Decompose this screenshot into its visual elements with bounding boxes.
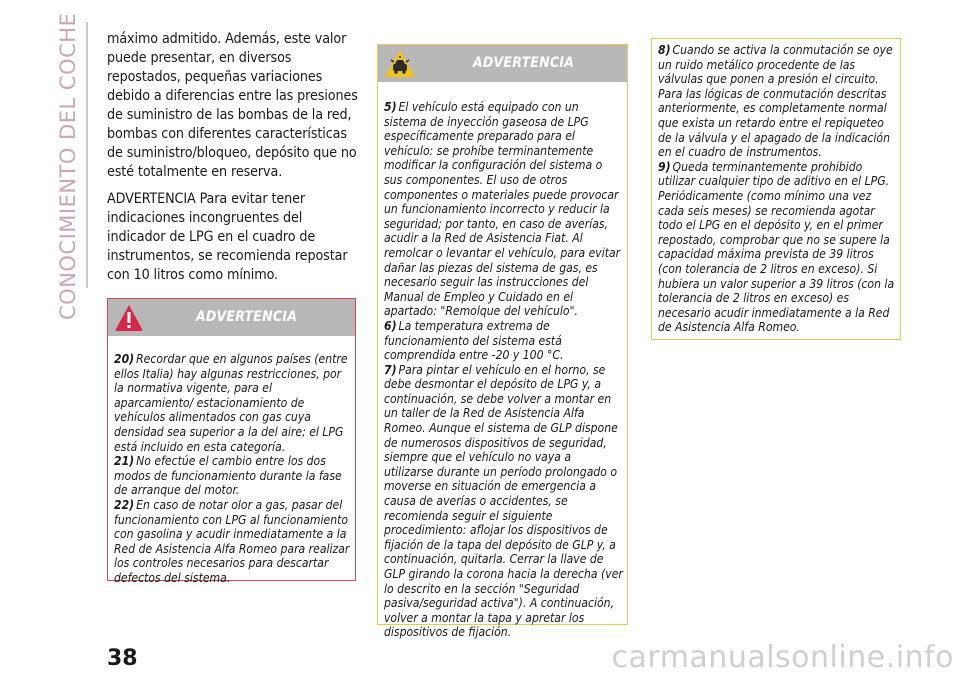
warning-item xyxy=(384,319,623,363)
warning-item xyxy=(384,100,623,319)
body-paragraph-1: máximo admitido. Además, este valor puede presentar, en diversos repostados, pequeñas variaciones debido a diferencias entre las presiones de suministro de las bombas de la red, bombas con diferentes características de suministro/bloqueo, depósito que no esté totalmente en reserva. xyxy=(107,31,358,180)
item-text: En caso de notar olor a gas, pasar del funcionamiento con LPG al funcionamiento con gasolina y acudir inmediatamente a la Red de Asistencia Alfa Romeo para realizar los controles necesarios para descartar defectos del sistema. xyxy=(114,497,350,585)
warning-header xyxy=(108,299,355,336)
item-number: 22) xyxy=(114,497,135,512)
warning-body xyxy=(108,336,355,586)
item-number: 5) xyxy=(384,100,397,114)
item-text: Recordar que en algunos países (entre ellos Italia) hay algunas restricciones, por la normativa vigente, para el aparcamiento/ estacionamiento de vehículos alimentados con gas cuya densidad sea superior a la del aire; el LPG está incluido en esta categoría. xyxy=(114,352,348,454)
page-number: 38 xyxy=(107,646,138,671)
warning-item xyxy=(114,498,351,586)
item-text: Queda terminantemente prohibido utilizar cualquier tipo de aditivo en el LPG. Periódicamente (como mínimo una vez cada seis meses) se recomienda agotar todo el LPG en el depósito y, en el primer repostado, comprobar que no se supere la capacidad máxima prevista de 39 litros (con tolerancia de 2 litros en exceso). Si hubiera un valor superior a 39 litros (con la tolerancia de 2 litros en exceso) es necesario acudir inmediatamente a la Red de Asistencia Alfa Romeo. xyxy=(658,159,895,335)
watermark: carmanualsonline.info xyxy=(611,640,954,675)
warning-box-yellow xyxy=(377,44,628,640)
body-paragraph-2: ADVERTENCIA Para evitar tener indicaciones incongruentes del indicador de LPG en el cuadro de instrumentos, se recomienda repostar con 10 litros como mínimo. xyxy=(107,191,348,283)
section-side-title xyxy=(56,12,84,320)
side-divider xyxy=(86,22,88,288)
warning-item xyxy=(658,43,896,160)
item-number: 9) xyxy=(658,159,671,174)
item-text: Para pintar el vehículo en el horno, se debe desmontar el depósito de LPG y, a continuación, se debe volver a montar en un taller de la Red de Asistencia Alfa Romeo. Aunque el sistema de GLP dispone de numerosos dispositivos de seguridad, siempre que el vehículo no vaya a utilizarse durante un período prolongado o moverse en situación de emergencia a causa de averías o accidentes, se recomienda seguir el siguiente procedimiento: aflojar los dispositivos de fijación de la tapa del depósito de GLP y, a continuación, quitarla. Cerrar la llave de GLP girando la corona hacia la derecha (ver lo descrito en la sección "Seguridad pasiva/seguridad activa"). A continuación, volver a montar la tapa y apretar los dispositivos de fijación. xyxy=(384,362,623,640)
warning-box-continued xyxy=(651,38,901,340)
warning-item xyxy=(114,454,351,498)
item-number: 21) xyxy=(114,454,135,469)
item-text: No efectúe el cambio entre los dos modos de funcionamiento durante la fase de arranque del motor. xyxy=(114,454,342,498)
item-number: 7) xyxy=(384,362,397,377)
body-text-column xyxy=(107,30,359,293)
warning-header xyxy=(378,45,627,82)
warning-item xyxy=(384,363,623,640)
item-number: 6) xyxy=(384,318,397,333)
warning-body xyxy=(652,39,900,335)
item-text: La temperatura extrema de funcionamiento del sistema está comprendida entre -20 y 100 °C. xyxy=(384,318,564,363)
item-text: El vehículo está equipado con un sistema de inyección gaseosa de LPG específicamente preparado para el vehículo: se prohíbe terminantemente modificar la configuración del sistema o sus componentes. El uso de otros componentes o materiales puede provocar un funcionamiento incorrecto y reducir la seguridad; por tanto, en caso de averías, acudir a la Red de Asistencia Fiat. Al remolcar o levantar el vehículo, para evitar dañar las piezas del sistema de gas, es necesario seguir las instrucciones del Manual de Empleo y Cuidado en el apartado: "Remolque del vehículo". xyxy=(384,100,621,319)
item-number: 20) xyxy=(114,352,135,366)
warning-title: ADVERTENCIA xyxy=(472,55,575,71)
car-crash-icon xyxy=(384,48,416,80)
item-text: Cuando se activa la conmutación se oye un ruido metálico procedente de las válvulas que ponen a presión el circuito. Para las lógicas de conmutación descritas anteriormente, es completamente normal que exista un retardo entre el repiqueteo de la válvula y el apagado de la indicación en el cuadro de instrumentos. xyxy=(658,43,893,160)
item-number: 8) xyxy=(658,43,671,57)
warning-box-red xyxy=(107,298,356,585)
warning-body xyxy=(378,82,627,640)
section-side-title-text: CONOCIMIENTO DEL COCHE xyxy=(56,12,80,320)
warning-item xyxy=(658,160,896,335)
warning-title: ADVERTENCIA xyxy=(195,309,298,325)
warning-item xyxy=(114,352,351,454)
